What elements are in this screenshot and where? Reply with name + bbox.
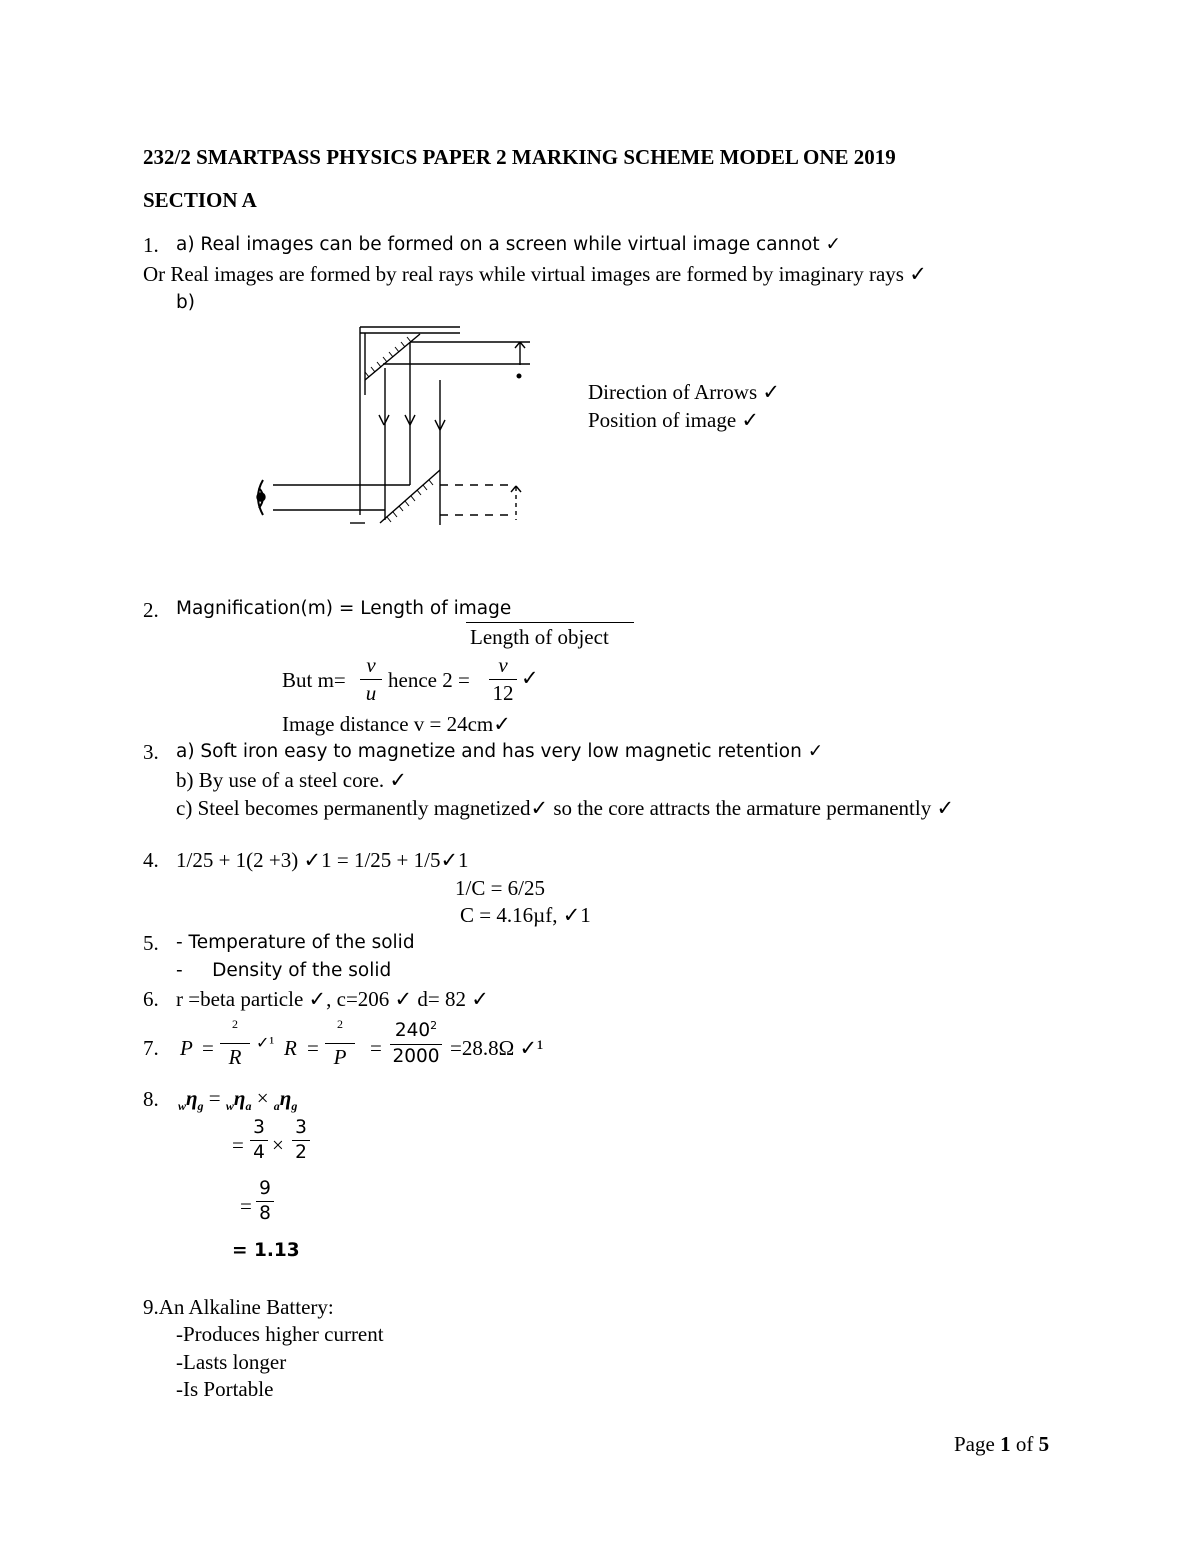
footer-current-page: 1 [1000,1432,1011,1456]
q9-heading: 9.An Alkaline Battery: [143,1295,334,1319]
q5-item-temperature: - Temperature of the solid [176,932,415,953]
q8-eq-step1: = [232,1133,244,1157]
q6-number: 6. [143,987,159,1011]
q8-g-sub: g [197,1099,204,1114]
q3-number: 3. [143,740,159,764]
q2-result: Image distance v = 24cm✓ [282,712,511,736]
q7-eq1: = [202,1036,214,1060]
q8-two: 2 [295,1142,307,1164]
q8-times2: × [272,1133,284,1157]
page-title: 232/2 SMARTPASS PHYSICS PAPER 2 MARKING SCHEME MODEL ONE 2019 [143,145,896,169]
q1-note-image: Position of image ✓ [588,408,760,432]
q8-times: × [256,1086,269,1110]
q1-note-arrows: Direction of Arrows ✓ [588,380,780,404]
q1-number: 1. [143,233,159,257]
q2-fraction-bar [466,622,634,623]
q7-240: 240 [394,1020,431,1042]
q1-part-a: a) Real images can be formed on a screen while virtual image cannot ✓ [176,234,841,255]
q3-part-b: b) By use of a steel core. ✓ [176,768,408,792]
q8-four: 4 [253,1142,265,1164]
q1-or-answer: Or Real images are formed by real rays while virtual images are formed by imaginary rays ✓ [143,262,927,286]
page-footer [954,1432,1049,1457]
q7-fraction-v2-over-r [220,1018,250,1069]
q2-magnification-label: Magnification(m) = Length of image [176,598,512,619]
q5-number: 5. [143,931,159,955]
q5-item-density: - Density of the solid [176,960,392,981]
q3-part-a: a) Soft iron easy to magnetize and has very low magnetic retention ✓ [176,741,824,762]
q8-fraction-9-over-8 [256,1179,274,1225]
q8-equals: = [208,1086,221,1110]
q2-fraction-v-over-12 [489,654,517,705]
q8-a-sub: a [245,1099,252,1114]
q8-fraction-3-over-2 [292,1118,310,1164]
q8-number: 8. [143,1087,159,1111]
q7-square3: 2 [430,1019,438,1032]
q8-eq-step2: = [240,1194,252,1218]
q4-number: 4. [143,848,159,872]
q8-eta-3: η [279,1086,292,1110]
q8-g-sub2: g [291,1099,298,1114]
q7-p-den: P [333,1045,347,1070]
q7-eq3: = [370,1036,382,1060]
q2-denominator: Length of object [470,625,609,649]
q2-fraction-v-over-u [360,654,382,705]
q4-line3: C = 4.16µf, ✓1 [460,903,591,927]
footer-total-pages: 5 [1038,1432,1050,1456]
section-heading: SECTION A [143,188,257,212]
q9-item-longer: -Lasts longer [176,1350,287,1374]
q7-square2: 2 [337,1017,343,1031]
q7-eq2: = [307,1036,319,1060]
q2-but-m: But m= [282,668,346,692]
q8-fraction-3-over-4 [250,1118,268,1164]
q2-u: u [365,681,377,706]
q9-item-portable: -Is Portable [176,1377,274,1401]
q7-number: 7. [143,1036,159,1060]
footer-of-word: of [1015,1432,1034,1456]
q7-2000: 2000 [392,1045,440,1067]
q7-fraction-240-over-2000 [390,1020,442,1067]
q7-r-label: R [284,1036,297,1060]
q8-three: 3 [253,1117,265,1138]
q8-eta-1: η [186,1086,198,1110]
q7-p: P [180,1036,193,1060]
q7-square: 2 [232,1017,238,1031]
q8-equation [178,1086,297,1114]
q3-part-c: c) Steel becomes permanently magnetized✓ so the core attracts the armature permanently ✓ [176,796,955,820]
q4-line2: 1/C = 6/25 [455,876,546,900]
q4-line1: 1/25 + 1(2 +3) ✓1 = 1/25 + 1/5✓1 [176,848,469,872]
q8-result: = 1.13 [232,1240,300,1261]
q8-w-sub: w [178,1099,187,1114]
q7-r: R [228,1045,242,1070]
q8-nine: 9 [259,1178,271,1199]
q7-tick1: ✓¹ [256,1035,275,1052]
footer-page-word: Page [954,1432,995,1456]
q9-item-current: -Produces higher current [176,1322,384,1346]
q8-w-sub2: w [225,1099,234,1114]
q8-eta-2: η [233,1086,246,1110]
q2-tick: ✓ [521,666,539,690]
periscope-diagram [245,320,545,530]
q2-v: v [366,653,376,677]
q7-fraction-v2-over-p [325,1018,355,1069]
q1-part-b: b) [176,292,195,313]
q7-result: =28.8Ω ✓¹ [450,1036,544,1060]
q2-hence: hence 2 = [388,668,470,692]
q2-twelve: 12 [492,681,514,706]
q2-number: 2. [143,598,159,622]
q8-eight: 8 [259,1203,271,1225]
q2-v2: v [498,653,508,677]
q8-a-sub2: a [273,1099,280,1114]
q8-three2: 3 [295,1117,307,1138]
q6-answer: r =beta particle ✓, c=206 ✓ d= 82 ✓ [176,987,489,1011]
